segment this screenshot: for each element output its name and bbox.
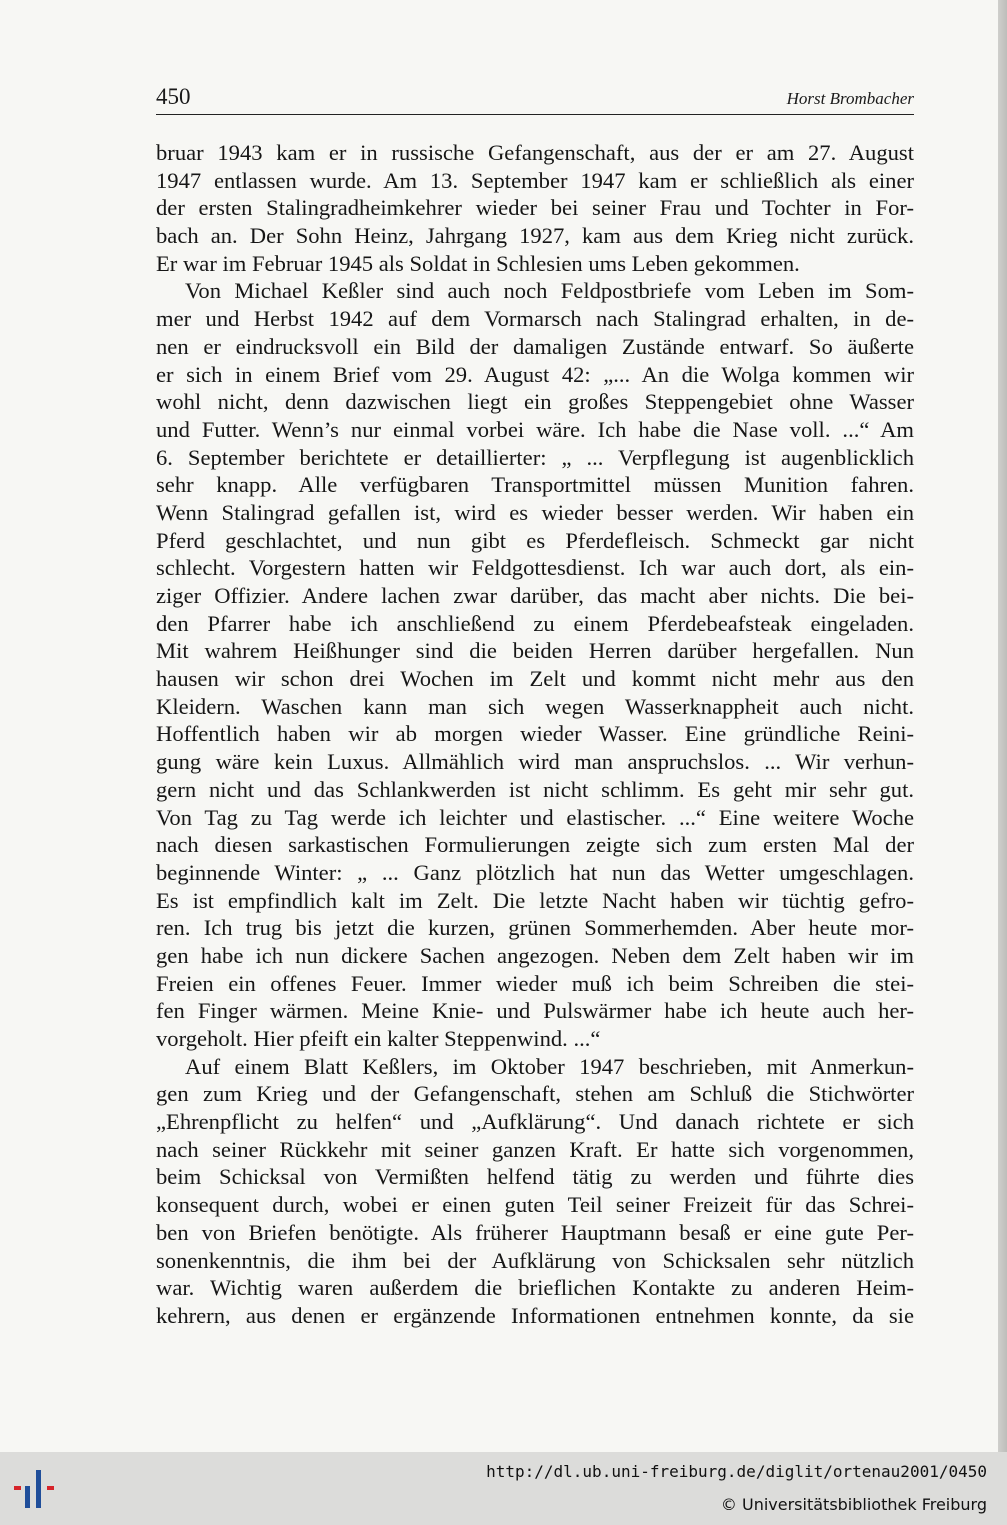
text-line: Mit wahrem Heißhunger sind die beiden Herren darüber hergefallen. Nun bbox=[156, 638, 914, 664]
text-line: nen er eindrucksvoll ein Bild der damaligen Zustände entwarf. So äußerte bbox=[156, 333, 914, 359]
text-line: ben von Briefen benötigte. Als früherer Hauptmann besaß er eine gute Per- bbox=[156, 1219, 914, 1245]
text-line: mer und Herbst 1942 auf dem Vormarsch nach Stalingrad erhalten, in de- bbox=[156, 306, 914, 332]
text-line: nach seiner Rückkehr mit seiner ganzen Kraft. Er hatte sich vorgenommen, bbox=[156, 1136, 914, 1162]
text-line: Er war im Februar 1945 als Soldat in Schlesien ums Leben gekommen. bbox=[156, 250, 800, 276]
text-line: hausen wir schon drei Wochen im Zelt und kommt nicht mehr aus den bbox=[156, 666, 914, 692]
text-line: Freien ein offenes Feuer. Immer wieder muß ich beim Schreiben die stei- bbox=[156, 970, 914, 996]
text-line: schlecht. Vorgestern hatten wir Feldgottesdienst. Ich war auch dort, als ein- bbox=[156, 555, 914, 581]
running-head bbox=[156, 80, 914, 115]
body-text bbox=[156, 139, 914, 1330]
text-line: fen Finger wärmen. Meine Knie- und Pulswärmer habe ich heute auch her- bbox=[156, 998, 914, 1024]
text-line: Kleidern. Waschen kann man sich wegen Wasserknappheit auch nicht. bbox=[156, 693, 914, 719]
text-line: Wenn Stalingrad gefallen ist, wird es wieder besser werden. Wir haben ein bbox=[156, 499, 914, 525]
text-line: den Pfarrer habe ich anschließend zu einem Pferdebeafsteak eingeladen. bbox=[156, 610, 914, 636]
text-line: beginnende Winter: „ ... Ganz plötzlich hat nun das Wetter umgeschlagen. bbox=[156, 859, 914, 885]
text-line: 1947 entlassen wurde. Am 13. September 1947 kam er schließlich als einer bbox=[156, 167, 914, 193]
footer-bar bbox=[0, 1452, 1007, 1525]
text-line: vorgeholt. Hier pfeift ein kalter Steppenwind. ...“ bbox=[156, 1026, 601, 1051]
text-line: Pferd geschlachtet, und nun gibt es Pferdefleisch. Schmeckt gar nicht bbox=[156, 527, 914, 553]
text-line: kehrern, aus denen er ergänzende Informationen entnehmen konnte, da sie bbox=[156, 1302, 914, 1328]
text-line: bach an. Der Sohn Heinz, Jahrgang 1927, kam aus dem Krieg nicht zurück. bbox=[156, 223, 914, 249]
text-line: beim Schicksal von Vermißten helfend tätig zu werden und führte dies bbox=[156, 1164, 914, 1190]
text-line: bruar 1943 kam er in russische Gefangenschaft, aus der er am 27. August bbox=[156, 140, 914, 165]
copyright-notice: © Universitätsbibliothek Freiburg bbox=[720, 1495, 987, 1514]
text-line: war. Wichtig waren außerdem die brieflichen Kontakte zu anderen Heim- bbox=[156, 1275, 914, 1301]
text-line: 6. September berichtete er detaillierter: „ ... Verpflegung ist augenblicklich bbox=[156, 444, 914, 470]
text-line: gen habe ich nun dickere Sachen angezogen. Neben dem Zelt haben wir im bbox=[156, 942, 914, 968]
text-line: Von Tag zu Tag werde ich leichter und elastischer. ...“ Eine weitere Woche bbox=[156, 804, 914, 830]
text-line: der ersten Stalingradheimkehrer wieder bei seiner Frau und Tochter in For- bbox=[156, 195, 914, 221]
text-line: sehr knapp. Alle verfügbaren Transportmittel müssen Munition fahren. bbox=[156, 472, 914, 498]
text-line: Auf einem Blatt Keßlers, im Oktober 1947 beschrieben, mit Anmerkun- bbox=[185, 1053, 914, 1079]
text-line: gern nicht und das Schlankwerden ist nicht schlimm. Es geht mir sehr gut. bbox=[156, 776, 914, 802]
text-line: wohl nicht, denn dazwischen liegt ein großes Steppengebiet ohne Wasser bbox=[156, 389, 914, 415]
source-url-link[interactable]: http://dl.ub.uni-freiburg.de/diglit/ortenau2001/0450 bbox=[486, 1462, 987, 1481]
text-line: Hoffentlich haben wir ab morgen wieder Wasser. Eine gründliche Reini- bbox=[156, 721, 914, 747]
text-line: Es ist empfindlich kalt im Zelt. Die letzte Nacht haben wir tüchtig gefro- bbox=[156, 887, 914, 913]
running-head-author: Horst Brombacher bbox=[786, 89, 914, 108]
text-line: nach diesen sarkastischen Formulierungen zeigte sich zum ersten Mal der bbox=[156, 832, 914, 858]
text-line: ziger Offizier. Andere lachen zwar darüber, das macht aber nichts. Die bei- bbox=[156, 583, 914, 608]
text-line: er sich in einem Brief vom 29. August 42: „... An die Wolga kommen wir bbox=[156, 361, 914, 387]
ub-freiburg-logo-icon bbox=[12, 1464, 66, 1516]
text-line: gen zum Krieg und der Gefangenschaft, stehen am Schluß die Stichwörter bbox=[156, 1081, 914, 1107]
text-line: konsequent durch, wobei er einen guten Teil seiner Freizeit für das Schrei- bbox=[156, 1192, 914, 1218]
page-number: 450 bbox=[156, 84, 191, 109]
text-line: ren. Ich trug bis jetzt die kurzen, grünen Sommerhemden. Aber heute mor- bbox=[156, 915, 914, 941]
page-edge bbox=[998, 0, 1007, 1452]
text-line: „Ehrenpflicht zu helfen“ und „Aufklärung“. Und danach richtete er sich bbox=[156, 1109, 914, 1135]
text-line: gung wäre kein Luxus. Allmählich wird man anspruchslos. ... Wir verhun- bbox=[156, 749, 914, 775]
text-line: Von Michael Keßler sind auch noch Feldpostbriefe vom Leben im Som- bbox=[185, 278, 914, 304]
text-line: und Futter. Wenn’s nur einmal vorbei wäre. Ich habe die Nase voll. ...“ Am bbox=[156, 416, 914, 442]
text-line: sonenkenntnis, die ihm bei der Aufklärung von Schicksalen sehr nützlich bbox=[156, 1247, 914, 1273]
